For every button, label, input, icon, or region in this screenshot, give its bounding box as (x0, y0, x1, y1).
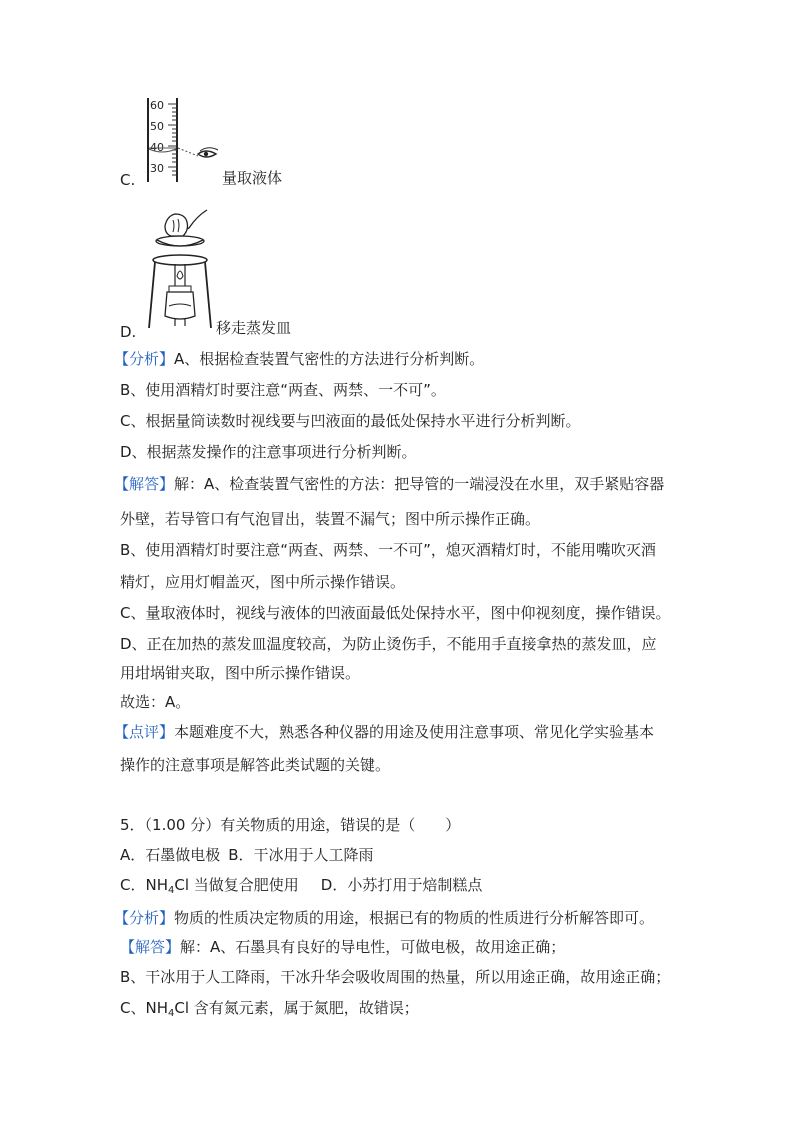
q5-option-d: D．小苏打用于焙制糕点 (320, 876, 483, 894)
q4-analysis-line-d: D、根据蒸发操作的注意事项进行分析判断。 (120, 443, 417, 461)
q5-analysis-tag: 【分析】 (114, 909, 175, 927)
analysis-tag: 【分析】 (114, 350, 175, 368)
q4-comment-line-2: 操作的注意事项是解答此类试题的关键。 (120, 756, 391, 774)
option-d-letter: D. (120, 323, 137, 341)
q5-analysis: 【分析】物质的性质决定物质的用途，根据已有的物质的性质进行分析解答即可。 (114, 909, 655, 927)
answer-tag: 【解答】 (114, 475, 175, 493)
q4-analysis-line-b: B、使用酒精灯时要注意“两查、两禁、一不可”。 (120, 381, 446, 399)
q5-stem: 5．（1.00 分）有关物质的用途，错误的是（ ） (120, 816, 461, 834)
q5-answer-a: 【解答】解：A、石墨具有良好的导电性，可做电极，故用途正确； (120, 938, 566, 956)
option-c-letter: C. (120, 171, 136, 189)
q5-option-a: A．石墨做电极 (120, 846, 221, 864)
cylinder-tick-30: 30 (150, 162, 164, 175)
q4-comment-line-1: 【点评】本题难度不大，熟悉各种仪器的用途及使用注意事项、常见化学实验基本 (114, 723, 655, 741)
q4-choice: 故选：A。 (120, 693, 191, 711)
q4-analysis-line-c: C、根据量筒读数时视线要与凹液面的最低处保持水平进行分析判断。 (120, 412, 581, 430)
q4-answer-line-d1: D、正在加热的蒸发皿温度较高，为防止烫伤手，不能用手直接拿热的蒸发皿，应 (120, 635, 657, 653)
q5-options-cd (120, 875, 482, 901)
q4-answer-line-b2: 精灯，应用灯帽盖灭，图中所示操作错误。 (120, 573, 406, 591)
comment-tag: 【点评】 (114, 723, 175, 741)
q4-answer-line-a1: 【解答】解：A、检查装置气密性的方法：把导管的一端浸没在水里，双手紧贴容器 (114, 475, 665, 493)
q5-answer-tag: 【解答】 (120, 938, 181, 956)
cylinder-tick-40: 40 (150, 141, 164, 154)
q4-analysis-line-a: 【分析】A、根据检查装置气密性的方法进行分析判断。 (114, 350, 485, 368)
cylinder-tick-60: 60 (150, 99, 164, 112)
q4-answer-line-d2: 用坩埚钳夹取，图中所示操作错误。 (120, 664, 361, 682)
cylinder-tick-50: 50 (150, 120, 164, 133)
q4-answer-line-c: C、量取液体时，视线与液体的凹液面最低处保持水平，图中仰视刻度，操作错误。 (120, 604, 671, 622)
q4-answer-line-a2: 外壁，若导管口有气泡冒出，装置不漏气；图中所示操作正确。 (120, 510, 541, 528)
q5-answer-c: C、$NH_4Cl$ 含有氮元素，属于氮肥，故错误； (120, 999, 419, 1019)
q4-answer-line-b1: B、使用酒精灯时要注意“两查、两禁、一不可”，熄灭酒精灯时，不能用嘴吹灭酒 (120, 541, 656, 559)
q5-options-ab (120, 845, 374, 865)
evaporating-dish-figure (145, 206, 215, 334)
option-c-caption: 量取液体 (222, 169, 283, 187)
q5-answer-b: B、干冰用于人工降雨，干冰升华会吸收周围的热量，所以用途正确，故用途正确； (120, 968, 671, 986)
q5-option-b: B．干冰用于人工降雨 (228, 846, 374, 864)
graduated-cylinder-figure (140, 96, 230, 186)
option-d-caption: 移走蒸发皿 (216, 319, 292, 337)
q5-option-c: C．$NH_4Cl$ 当做复合肥使用 (120, 876, 299, 896)
